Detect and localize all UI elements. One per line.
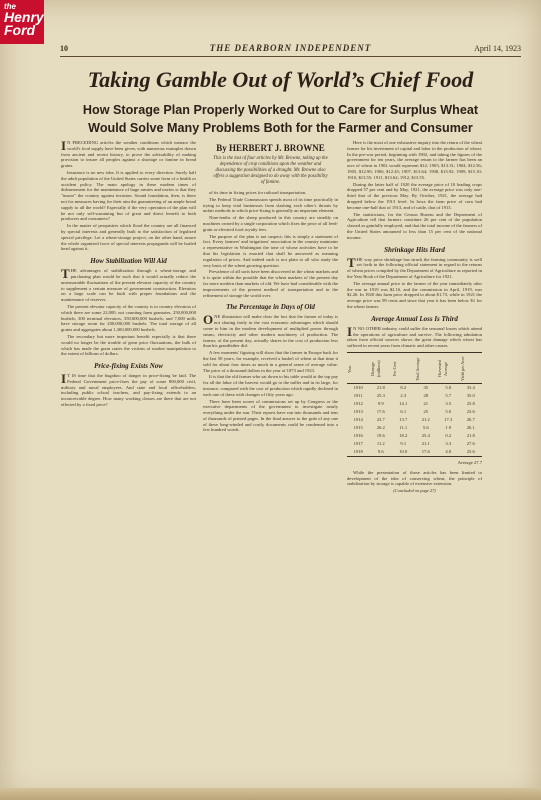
paragraph: In the matter of perquisites which flood the country are all financed by special interests and generally built to the satisfaction of legalized special privilege. Let a wheat-storage project, on the other hand, assure the whole organized force of special interests propaganda will be hurled head against it. — [61, 223, 196, 252]
table-cell: 0.2 — [445, 433, 452, 438]
table-body — [347, 384, 482, 456]
table-cell: 11.2 — [376, 441, 385, 446]
paragraph: There have been scores of commissions set up by Congress or the executive departments of the government to investigate nearly everything under the sun. Their reports have run into thousands and tens of thousands of printed pages. In the final answer to the grab of any one of these long-winded and costly documents could be condensed into a few hundred words. — [203, 398, 338, 433]
article-title: Taking Gamble Out of World’s Chief Food — [87, 67, 474, 92]
table-cell: 26.7 — [466, 417, 475, 422]
table-row — [347, 400, 482, 408]
table-cell: 26.1 — [466, 425, 475, 430]
paragraph: The secondary but more important benefit especially is that there would no longer be the trouble of great price fluctuations, the bulk of which has made the grain crates the victims of market manipulation to the extent of billions of dollars. — [61, 333, 196, 357]
table-cell: 1915 — [353, 425, 363, 430]
table-cell: 1910 — [353, 385, 363, 390]
subheading: Price-fixing Exists Now — [94, 362, 163, 371]
paragraph: IT IS time that the bugaboo of danger in price-fixing be laid. The Federal Government price-fixes the pay of some 800,000 civil, military and naval employees. And state and local officeholders, including public school teachers, and pay-fixing extends to an inconceivable degree. How many working classes are there that are not effected by a fixed price? — [61, 371, 196, 408]
page-number: 10 — [60, 44, 68, 53]
table-cell: 1.9 — [445, 425, 452, 430]
table-cell: 21.1 — [421, 441, 430, 446]
table-cell: 4.8 — [445, 449, 452, 454]
table-row — [347, 440, 482, 448]
paragraph: The average annual price to the farmer of the year immediately after the war in 1919 was $2.16, and the commission in April, 1919, was $2.26. In 1920 this farm price dropped to about $1.73, while in 1921 the average price was 99 cents and since that year it has been below $1 for the wheat farmer. — [347, 280, 482, 309]
table-cell: 23.7 — [376, 417, 385, 422]
table-cell: 5.7 — [445, 393, 452, 398]
table-cell: 35 — [423, 385, 429, 390]
issue-date: April 14, 1923 — [474, 44, 521, 53]
column-3 — [347, 140, 482, 780]
table-cell: 6.1 — [400, 409, 407, 414]
table-cell: 11.1 — [399, 425, 408, 430]
table-cell: 21.8 — [376, 385, 385, 390]
paragraph: of its time in fixing prices for railroad transportation. — [209, 190, 307, 195]
table-cell: 27.6 — [466, 441, 475, 446]
table-cell: 21.8 — [466, 433, 475, 438]
paragraph: IN NO OTHER industry could suffer the seasonal losses which attend the operations of agriculture and survive. The following tabulation taken from official sources shows the great damage which wheat has suffered in recent years from climatic and other causes. — [347, 323, 482, 349]
table-cell: 1918 — [353, 449, 363, 454]
table-cell: 25.6 — [466, 449, 475, 454]
table-header-cell: Per Cent — [392, 361, 397, 377]
subheading: The Percentage in Days of Old — [226, 303, 315, 312]
table-row — [347, 408, 482, 416]
deck-line-1: How Storage Plan Properly Worked Out to Care for Surplus Wheat — [82, 103, 479, 117]
table-cell: 33.4 — [466, 385, 475, 390]
table-cell: 1916 — [353, 433, 363, 438]
table-cell: 8.2 — [400, 385, 407, 390]
table-cell: 26.2 — [376, 425, 385, 430]
byline: By HERBERT J. BROWNE — [216, 143, 325, 153]
paragraph: The present elevator capacity of the country is in country elevators of which there are some 22,000, not counting farm granaries, 250,000,000 bushels; 300 terminal elevators, 350,000,000 bushels; and 7,000 mills have storage room for 200,000,000 bushels. The total storage of all grains and aggregates about 1,300,000,000 bushels. — [61, 303, 196, 333]
column-1 — [61, 140, 196, 780]
table-cell: 3.3 — [445, 441, 452, 446]
average-value: 27.7 — [473, 459, 482, 465]
paragraph: Insurance is no new idea. It is applied to every direction. Surely half the adult population of the United States carries some form of a health or accident policy. The main apology in these modern times of disbursement for the maintenance of huge armies and navies is that they "insure" the country against invasion. Sound foundation, then, is there not for measures having for their aim the guaranteeing of an ample bread supply to all the world? Especially if the very operation of the plan will be not only self-sustaining but of great and direct benefit to both producers and consumers? — [61, 169, 196, 222]
henry-ford-logo: the Henry Ford — [0, 0, 44, 44]
table-cell: 14.1 — [399, 401, 408, 406]
loss-table — [347, 352, 482, 457]
paragraph: The Federal Trade Commission spends most of its time practically in trying to keep vital businesses from slashing each other's throats by unfair methods in which price-fixing is generally an important element. — [203, 196, 338, 214]
paragraph: Here is the most of one exhaustive inquiry into the return of the wheat farmer for his investment of capital and labor in the production of wheat. In the pre-war period, beginning with 1902, and taking the figures of the government for ten years, the average return to the farmer has been an acre of wheat in 1902 would represent $12; 1903, $13.31; 1904, $12.56; 1905, $12.90; 1906, $12.45; 1907, $13.64; 1908, $13.92; 1909, $15.10; 1910, $13.55; 1911, $13.62; 1912, $13.55. — [347, 140, 482, 180]
paragraph: The statisticians, for the Census Bureau and the Department of Agriculture tell that farmers constitute 26 per cent of the population classed as gainfully employed, and that the total income of the farmers of the United States amounted to less than 15 per cent of the national income. — [347, 211, 482, 240]
deck-line-2: Would Solve Many Problems Both for the Farmer and Consumer — [88, 121, 473, 135]
table-cell: 9.1 — [400, 441, 407, 446]
table-cell: 23.6 — [466, 409, 475, 414]
subheading: How Stabilization Will Aid — [90, 257, 167, 266]
table-row — [347, 392, 482, 400]
table-cell: 21 — [423, 401, 429, 406]
masthead: THE DEARBORN INDEPENDENT — [209, 43, 372, 53]
paragraph: THE way price shrinkage has struck the farming community is well set forth in the following official statement in regard to the returns of wheat prices compiled by the Department of Agriculture as reported in the Year Book of the Department of Agriculture for 1921. — [347, 254, 482, 279]
table-cell: 1912 — [353, 401, 363, 406]
paragraph: While the presentation of those articles has been limited to development of the idea of conserving wheat, the principle of stabilization by storage is capable of extensive extension. — [347, 469, 482, 487]
table-row — [347, 384, 482, 392]
table-cell: 5.0 — [445, 409, 452, 414]
paragraph: A few moments' figuring will show that the farmer in Europe back for the last 50 years, for example, received a bushel of wheat at that time it sold for about four times as much in a general sense of average value. The price of a thousand dollars in the year of 1873 and 1923. — [203, 350, 338, 373]
table-cell: 25.3 — [376, 393, 385, 398]
intro-note: This is the last of four articles by Mr. Browne, taking up the dependence of crop conditions upon the weather and discussing the possibilities of a drought. Mr. Browne also offers a suggestion designed to do away with the possibility of famine. — [213, 156, 328, 185]
paragraph: Prevalence of all sorts have been discovered in the wheat markets and it is quite within the possible that the wheat markets of the present day far more modern than markets of old. We have had considerable with the improvements of the present method of transportation and in the refinement of storage the world over. — [203, 269, 338, 298]
table-cell: 25.8 — [466, 401, 475, 406]
table-cell: 25 — [423, 409, 429, 414]
table-cell: 9.6 — [377, 449, 384, 454]
table-cell: 2.3 — [400, 393, 407, 398]
table-cell: 17.3 — [444, 417, 453, 422]
table-header-cell: Harvested Acreage — [437, 360, 448, 378]
table-cell: 28 — [423, 393, 429, 398]
table-cell: 18.2 — [399, 433, 408, 438]
table-row — [347, 416, 482, 424]
table-row — [347, 448, 482, 456]
table-cell: 35.0 — [466, 393, 475, 398]
paragraph: It is that the old farmer who sat down to his table would at the top pay for all the labor of the harvest would go to the miller and in its large, for instance, compared with the cost of production which rapidly declined in each one of these with changes of fifty years ago. — [203, 374, 338, 397]
table-cell: 21.2 — [421, 417, 430, 422]
table-cell: 5.6 — [422, 425, 429, 430]
table-header — [347, 353, 482, 384]
table-header-cell: Year — [347, 365, 352, 373]
table-cell: 1911 — [353, 393, 363, 398]
table-cell: 10.0 — [399, 449, 408, 454]
paragraph: Nine-tenths of the sheep produced in this country are steadily on machines owned by a single corporation which fixes the price of all feed-grain or elevated food royalty fees. — [203, 215, 338, 232]
table-average — [347, 460, 482, 466]
article-deck — [40, 101, 521, 137]
page-header — [60, 42, 521, 57]
table-cell: 1917 — [353, 441, 363, 446]
paragraph: During the latter half of 1920 the average price of 10 leading crops dropped 57 per cent and by May, 1921, the average price was only one-third that of the previous May. By October, 1921, the average had dropped below the 1913 level. In Iowa the farm price of corn had become one-half that of 1913, and of cattle, that of 1913. — [347, 181, 482, 210]
table-header-cell: Damage (millions) — [369, 360, 381, 378]
table-cell: 13.7 — [399, 417, 408, 422]
paragraph: THE advantages of stabilization through a wheat-storage and purchasing plan would be such that it would actually reduce the unreasonable fluctuations of the present elevator capacity of the country to supplement a certain measure of government construction. Elevators on a large scale can be built with proper foundations and the maintenance of reserves. — [61, 266, 196, 303]
table-cell: 17.6 — [376, 409, 385, 414]
table-cell: 17.6 — [421, 449, 430, 454]
page-bottom-edge — [0, 788, 541, 800]
paragraph: The purpose of the plan is not suspect; this is simply a statement of fact. Every farmers' and irrigations' association in the country maintains a representative in Washington the tone of whose activities have to be that his legislation is enacted that shall be answered as meaning regulation of prices. And indeed such is not plain to all who study the very basis of the wheat growing question. — [203, 233, 338, 268]
table-cell: 1913 — [353, 409, 363, 414]
table-row — [347, 432, 482, 440]
average-label: Average — [457, 459, 473, 465]
subheading: Shrinkage Hits Hard — [384, 245, 445, 254]
paragraph: ONE illustration will make clear the fact that the farmer of today is not sharing fairly in the vast economic advantages which should come to him in the modern development of multiplied power through steam, electricity and other modern machinery of production. The farmer, of the present day, actually shares in the cost of production less than his grandfather did. — [203, 312, 338, 349]
table-row — [347, 424, 482, 432]
column-2 — [203, 140, 338, 790]
subheading: Average Annual Loss Is Third — [371, 314, 458, 323]
table-header-cell: Yield per Acre — [459, 356, 465, 382]
table-header-cell: Total Acreage — [414, 357, 420, 381]
table-cell: 19.6 — [376, 433, 385, 438]
continued-note: (Concluded on page 27) — [393, 488, 436, 494]
table-cell: 25.4 — [421, 433, 430, 438]
table-cell: 3.5 — [445, 401, 452, 406]
table-cell: 1914 — [353, 417, 363, 422]
table-cell: 9.9 — [377, 401, 384, 406]
table-cell: 5.8 — [445, 385, 452, 390]
paragraph: IN PRECEDING articles the weather conditions which menace the world's food supply have been given, with numerous examples drawn from ancient and recent history, to prove the advisability of making provision to insure all peoples against a shortage or famine in bread grains. — [61, 140, 196, 169]
